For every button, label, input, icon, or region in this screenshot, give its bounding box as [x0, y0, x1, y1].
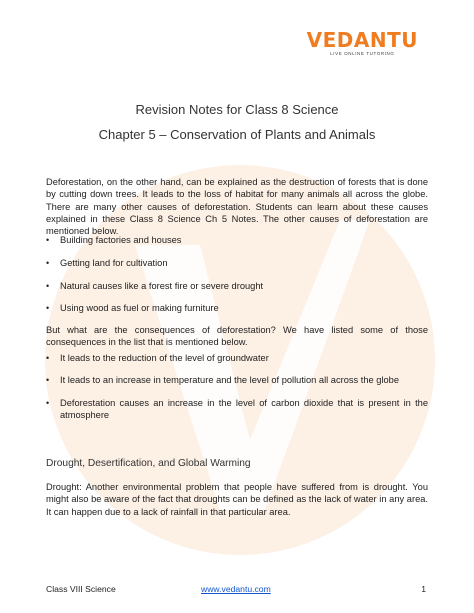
paragraph-drought: Drought: Another environmental problem that people have suffered from is drought. You might also be aware of the fact that droughts can be defined as the lack of water in any area. It can happen due to a lack of rainfall in that particular area. [46, 482, 428, 517]
list-item: • Using wood as fuel or making furniture [46, 302, 428, 314]
logo-wordmark: VEDANTU [306, 28, 418, 52]
list-item: • Deforestation causes an increase in the level of carbon dioxide that is present in the atmosphere [46, 397, 428, 422]
paragraph-consequences: But what are the consequences of deforestation? We have listed some of those consequences in the list that is mentioned below. [46, 325, 428, 348]
list-item: • Building factories and houses [46, 234, 428, 246]
consequences-list [46, 352, 428, 431]
chapter-title: Chapter 5 – Conservation of Plants and Animals [98, 127, 376, 142]
list-item: • It leads to the reduction of the level of groundwater [46, 352, 428, 364]
vedantu-logo [307, 28, 418, 56]
page-number: 1 [421, 584, 426, 594]
footer-class-label: Class VIII Science [46, 584, 116, 594]
list-item: • Natural causes like a forest fire or severe drought [46, 280, 428, 292]
causes-list [46, 234, 428, 325]
footer-website-link[interactable]: www.vedantu.com [201, 584, 271, 594]
logo-tagline: LIVE ONLINE TUTORING [330, 51, 395, 56]
section-heading: Drought, Desertification, and Global Warming [46, 458, 251, 469]
document-title: Revision Notes for Class 8 Science [135, 102, 339, 117]
list-item: • Getting land for cultivation [46, 257, 428, 269]
list-item: • It leads to an increase in temperature and the level of pollution all across the globe [46, 374, 428, 386]
paragraph-deforestation: Deforestation, on the other hand, can be explained as the destruction of forests that is done by cutting down trees. It leads to the loss of habitat for many animals all across the globe. There are many other causes of deforestation. Students can learn about these causes explained in these Class 8 Science Ch 5 Notes. The other causes of deforestation are mentioned below. [46, 177, 428, 237]
